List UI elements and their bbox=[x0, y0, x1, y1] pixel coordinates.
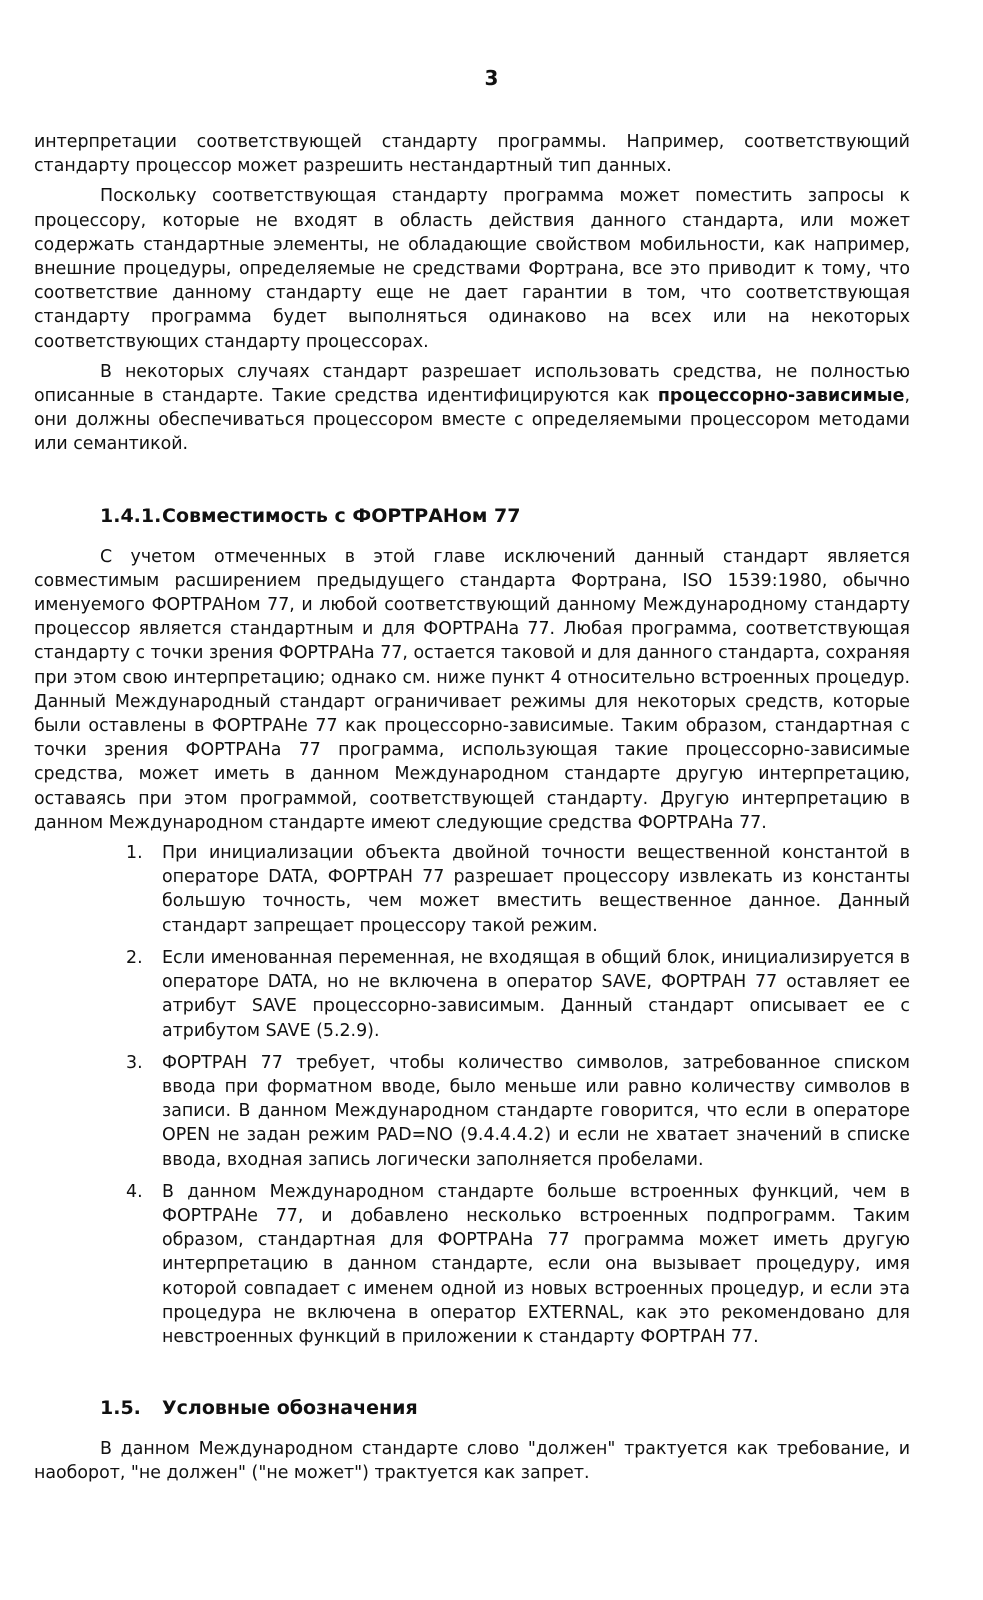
list-item-number: 2. bbox=[126, 947, 143, 968]
list-item-number: 4. bbox=[126, 1181, 143, 1202]
list-item-text: В данном Международном стандарте больше встроенных функций, чем в ФОРТРАНе 77, и добавлено несколько встроенных подпрограмм. Таким образом, стандартная для ФОРТРАНа 77 программа может иметь другую интерпретацию в данном стандарте, если она вызывает процедуру, имя которой совпадает с именем одной из новых встроенных процедур, и если эта процедура не включена в оператор EXTERNAL, как это рекомендовано для невстроенных функций в приложении к стандарту ФОРТРАН 77. bbox=[162, 1181, 910, 1347]
list-item bbox=[34, 1051, 910, 1172]
page-number: 3 bbox=[484, 66, 499, 90]
page-content bbox=[34, 130, 910, 1486]
section-1-4-1-body: С учетом отмеченных в этой главе исключений данный стандарт является совместимым расширением предыдущего стандарта Фортрана, ISO 1539:1980, обычно именуемого ФОРТРАНом 77, и любой соответствующий данному Международному стандарту процессор является стандартным и для ФОРТРАНа 77. Любая программа, соответствующая стандарту с точки зрения ФОРТРАНа 77, остается таковой и для данного стандарта, сохраняя при этом свою интерпретацию; однако см. ниже пункт 4 относительно встроенных процедур. Данный Международный стандарт ограничивает режимы для некоторых средств, которые были оставлены в ФОРТРАНе 77 как процессорно-зависимые. Таким образом, стандартная с точки зрения ФОРТРАНа 77 программа, использующая такие процессорно-зависимые средства, может иметь в данном Международном стандарте другую интерпретацию, оставаясь при этом программой, соответствующей стандарту. Другую интерпретацию в данном Международном стандарте имеют следующие средства ФОРТРАНа 77. bbox=[34, 546, 910, 833]
section-heading-1-5 bbox=[34, 1395, 910, 1421]
section-title: Совместимость с ФОРТРАНом 77 bbox=[162, 504, 521, 527]
list-item bbox=[34, 841, 910, 938]
paragraph-processor-dependent bbox=[34, 360, 910, 457]
para3-before: В некоторых случаях стандарт разрешает использовать средства, не полностью описанные в стандарте. Такие средства идентифицируются как bbox=[34, 361, 910, 407]
section-number: 1.4.1. bbox=[100, 504, 162, 527]
para3-after: , они должны обеспечиваться процессором вместе с определяемыми процессором методами или семантикой. bbox=[34, 386, 910, 455]
section-title: Условные обозначения bbox=[162, 1397, 418, 1420]
section-heading-1-4-1 bbox=[34, 503, 910, 529]
list-item-number: 3. bbox=[126, 1052, 143, 1073]
section-1-5-body: В данном Международном стандарте слово "должен" трактуется как требование, и наоборот, "не должен" ("не может") трактуется как запрет. bbox=[34, 1439, 910, 1484]
compatibility-list bbox=[34, 841, 910, 1349]
list-item-text: Если именованная переменная, не входящая в общий блок, инициализируется в операторе DATA, но не включена в оператор SAVE, ФОРТРАН 77 оставляет ее атрибут SAVE процессорно-зависимым. Данный стандарт описывает ее с атрибутом SAVE (5.2.9). bbox=[162, 947, 910, 1041]
paragraph-conformance: Поскольку соответствующая стандарту программа может поместить запросы к процессору, которые не входят в область действия данного стандарта, или может содержать стандартные элементы, не обладающие свойством мобильности, как например, внешние процедуры, определяемые не средствами Фортрана, все это приводит к тому, что соответствие данному стандарту еще не дает гарантии в том, что соответствующая стандарту программа будет выполняться одинаково на всех или на некоторых соответствующих стандарту процессорах. bbox=[34, 186, 910, 352]
section-number: 1.5. bbox=[100, 1397, 141, 1420]
list-item-text: При инициализации объекта двойной точности вещественной константой в операторе DATA, ФОРТРАН 77 разрешает процессору извлекать из константы большую точность, чем может вместить вещественное данное. Данный стандарт запрещает процессору такой режим. bbox=[162, 843, 910, 936]
term-processor-dependent: процессорно-зависимые bbox=[657, 386, 905, 407]
list-item-number: 1. bbox=[126, 843, 143, 864]
paragraph-continuation: интерпретации соответствующей стандарту программы. Например, соответствующий стандарту процессор может разрешить нестандартный тип данных. bbox=[34, 132, 910, 177]
list-item-text: ФОРТРАН 77 требует, чтобы количество символов, затребованное списком ввода при форматном вводе, было меньше или равно количеству символов в записи. В данном Международном стандарте говорится, что если в операторе OPEN не задан режим PAD=NO (9.4.4.4.2) и если не хватает значений в списке ввода, входная запись логически заполняется пробелами. bbox=[162, 1052, 910, 1170]
list-item bbox=[34, 946, 910, 1043]
list-item bbox=[34, 1180, 910, 1349]
